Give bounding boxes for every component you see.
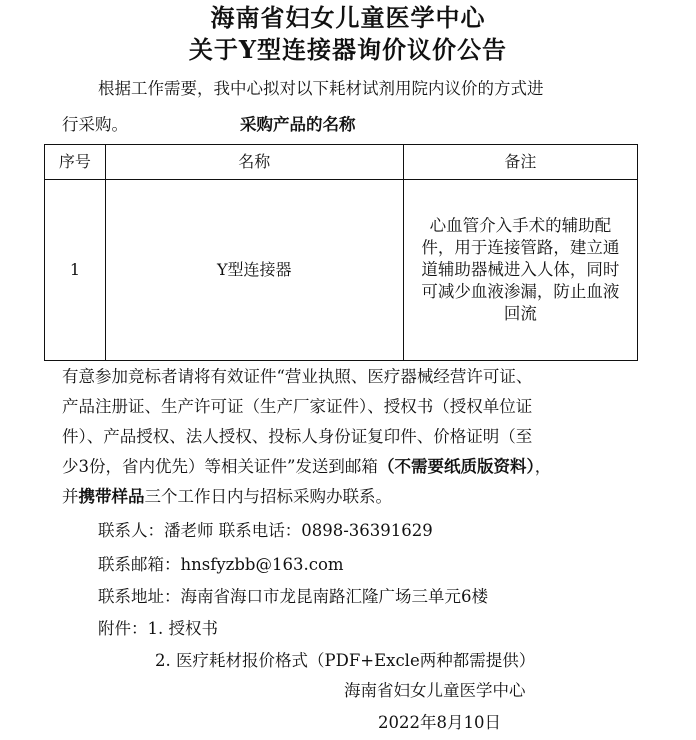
body-line-4-text: 少3份，省内优先）等相关证件”发送到邮箱 — [62, 457, 378, 476]
intro-line-1: 根据工作需要，我中心拟对以下耗材试剂用院内议价的方式进 — [98, 79, 544, 98]
footer-date: 2022年8月10日 — [378, 713, 501, 732]
body-line-4-end: ， — [534, 457, 552, 476]
table-row — [45, 180, 638, 361]
body-line-5 — [62, 486, 392, 508]
body-line-3: 件）、产品授权、法人授权、投标人身份证复印件、价格证明（至 — [62, 427, 533, 446]
attachment-1: 附件：1. 授权书 — [98, 619, 218, 638]
contact-email: 联系邮箱：hnsfyzbb@163.com — [98, 555, 344, 574]
row-note-line: 回流 — [503, 304, 537, 323]
notice-title: 关于Y型连接器询价议价公告 — [188, 35, 508, 64]
contact-person: 联系人：潘老师 联系电话：0898-36391629 — [98, 521, 433, 540]
notice-title-org: 海南省妇女儿童医学中心 — [210, 3, 486, 32]
header-note: 备注 — [403, 145, 637, 180]
footer-org: 海南省妇女儿童医学中心 — [344, 681, 526, 700]
header-no: 序号 — [45, 145, 106, 180]
product-table — [44, 144, 638, 361]
row-note-line: 道辅助器械进入人体，同时 — [421, 260, 620, 279]
row-name: Y型连接器 — [105, 180, 403, 361]
row-no: 1 — [45, 180, 106, 361]
row-note-line: 件，用于连接管路，建立通 — [421, 238, 620, 257]
row-note-line: 心血管介入手术的辅助配 — [429, 216, 612, 235]
body-line-4 — [62, 456, 551, 478]
contact-address: 联系地址：海南省海口市龙昆南路汇隆广场三单元6楼 — [98, 587, 488, 606]
body-line-2: 产品注册证、生产许可证（生产厂家证件）、授权书（授权单位证 — [62, 397, 533, 416]
row-note — [403, 180, 637, 361]
bring-sample-note: 携带样品 — [78, 487, 145, 506]
intro-line-2-text: 行采购。 — [62, 115, 128, 134]
product-name-heading: 采购产品的名称 — [240, 115, 356, 134]
row-note-line: 可减少血液渗漏，防止血液 — [421, 282, 620, 301]
header-name: 名称 — [105, 145, 403, 180]
intro-line-2 — [62, 114, 356, 136]
attachment-2: 2. 医疗耗材报价格式（PDF+Excle两种都需提供） — [155, 651, 536, 670]
body-line-5-text: 三个工作日内与招标采购办联系。 — [144, 487, 392, 506]
table-header-row — [45, 145, 638, 180]
no-paper-note: （不需要纸质版资料） — [377, 457, 535, 476]
body-line-5-start: 并 — [62, 487, 79, 506]
body-line-1: 有意参加竞标者请将有效证件“营业执照、医疗器械经营许可证、 — [62, 367, 533, 386]
